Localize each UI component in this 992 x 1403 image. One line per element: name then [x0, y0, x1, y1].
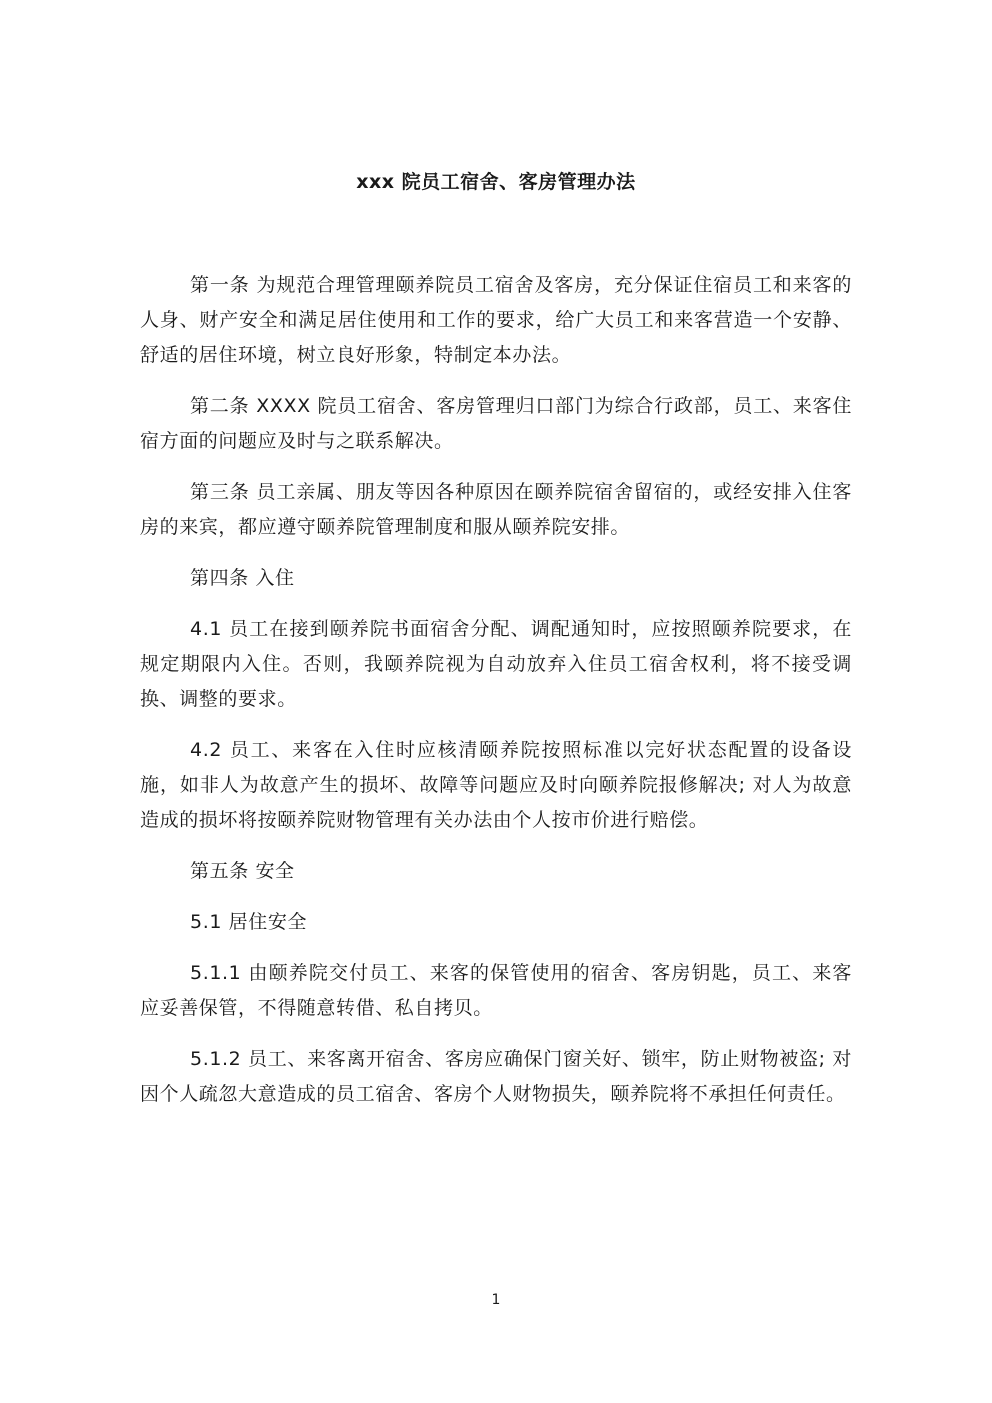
article-1-paragraph: 第一条 为规范合理管理颐养院员工宿舍及客房，充分保证住宿员工和来客的人身、财产安全和满足居住使用和工作的要求，给广大员工和来客营造一个安静、舒适的居住环境，树立良好形象，特制定本办法。 — [140, 274, 852, 366]
document-title: xxx 院员工宿舍、客房管理办法 — [356, 171, 636, 193]
article-4-heading: 第四条 入住 — [190, 567, 295, 589]
article-2-paragraph: 第二条 XXXX 院员工宿舍、客房管理归口部门为综合行政部，员工、来客住宿方面的问题应及时与之联系解决。 — [140, 395, 852, 452]
document-body — [140, 268, 852, 1128]
clause-5-1-1-paragraph: 5.1.1 由颐养院交付员工、来客的保管使用的宿舍、客房钥匙，员工、来客应妥善保管，不得随意转借、私自拷贝。 — [140, 962, 852, 1019]
clause-4-1-paragraph: 4.1 员工在接到颐养院书面宿舍分配、调配通知时，应按照颐养院要求，在规定期限内入住。否则，我颐养院视为自动放弃入住员工宿舍权利，将不接受调换、调整的要求。 — [140, 618, 852, 710]
article-3-paragraph: 第三条 员工亲属、朋友等因各种原因在颐养院宿舍留宿的，或经安排入住客房的来宾，都应遵守颐养院管理制度和服从颐养院安排。 — [140, 481, 852, 538]
section-5-1-heading: 5.1 居住安全 — [190, 911, 308, 933]
page-number: 1 — [491, 1292, 501, 1308]
clause-5-1-2-paragraph: 5.1.2 员工、来客离开宿舍、客房应确保门窗关好、锁牢，防止财物被盗; 对因个人疏忽大意造成的员工宿舍、客房个人财物损失，颐养院将不承担任何责任。 — [140, 1048, 852, 1105]
article-5-heading: 第五条 安全 — [190, 860, 295, 882]
clause-4-2-paragraph: 4.2 员工、来客在入住时应核清颐养院按照标准以完好状态配置的设备设施，如非人为故意产生的损坏、故障等问题应及时向颐养院报修解决; 对人为故意造成的损坏将按颐养院财物管理有关办法由个人按市价进行赔偿。 — [140, 739, 852, 831]
